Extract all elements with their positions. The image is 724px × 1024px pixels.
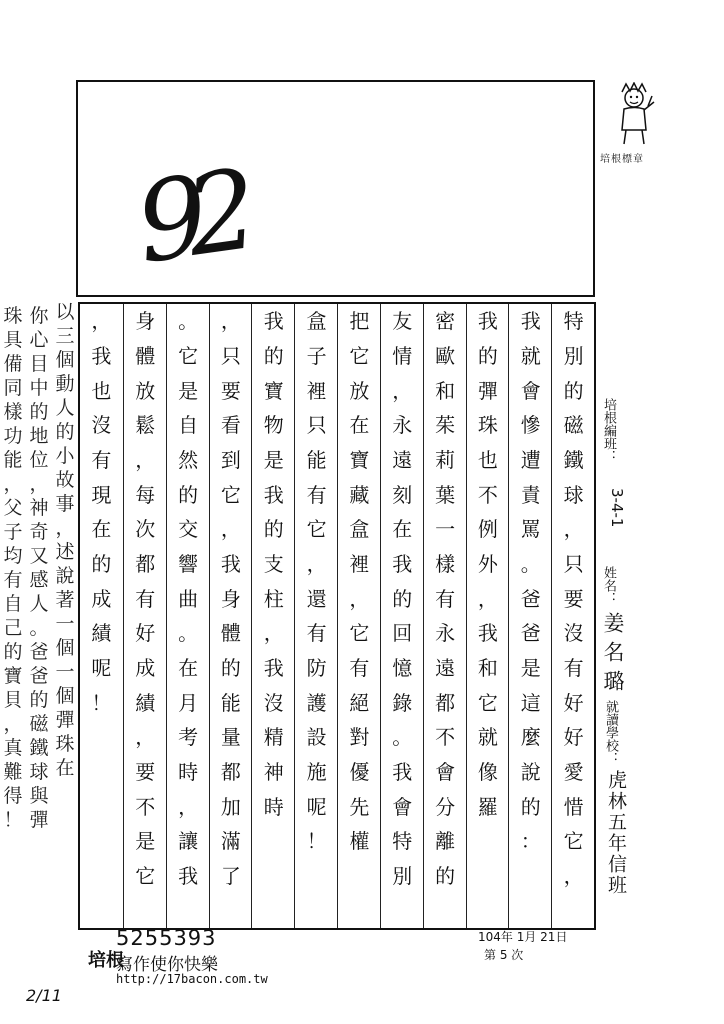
- comment-column: 以 三 個 動 人 的 小 故 事 ， 述 說 著 一 個 一 個 彈 珠 在: [55, 301, 75, 779]
- essay-char: 有: [306, 621, 327, 646]
- essay-char: 遠: [435, 656, 456, 680]
- essay-char: 的: [435, 864, 456, 888]
- essay-char: 在: [349, 413, 370, 438]
- essay-char: 一: [435, 517, 456, 542]
- essay-char: 的: [178, 482, 199, 507]
- essay-char: 它: [178, 344, 199, 368]
- essay-char: 對: [349, 725, 370, 750]
- name-value: 姜名璐: [601, 612, 625, 699]
- essay-char: 好: [563, 690, 584, 715]
- essay-char: 裡: [349, 552, 370, 576]
- essay-char: 特: [392, 829, 413, 854]
- essay-char: 量: [220, 725, 241, 750]
- essay-char: 別: [563, 344, 584, 368]
- essay-char: 的: [91, 552, 112, 576]
- essay-char: 鐵: [563, 448, 584, 472]
- essay-char: 特: [563, 309, 584, 334]
- essay-char: 的: [477, 344, 498, 368]
- essay-char: 然: [178, 448, 199, 472]
- essay-char: ，: [563, 517, 584, 542]
- essay-char: 把: [349, 309, 370, 334]
- essay-char: 每: [135, 482, 156, 507]
- school-value: 虎林五年信班: [605, 770, 627, 896]
- essay-char: 只: [563, 552, 584, 576]
- essay-char: 放: [349, 378, 370, 403]
- essay-char: 遭: [520, 448, 541, 472]
- essay-char: ！: [306, 829, 327, 854]
- essay-char: 了: [220, 864, 241, 888]
- essay-char: 茱: [435, 413, 456, 438]
- essay-char: 次: [135, 517, 156, 542]
- essay-char: 呢: [91, 656, 112, 680]
- essay-char: 會: [520, 378, 541, 403]
- essay-char: 離: [435, 829, 456, 854]
- essay-char: 交: [178, 517, 199, 542]
- essay-char: 麼: [520, 725, 541, 750]
- essay-char: 它: [563, 829, 584, 854]
- essay-char: 護: [306, 690, 327, 715]
- teacher-comment: [0, 296, 78, 1016]
- essay-char: ，: [135, 725, 156, 750]
- essay-char: 分: [435, 794, 456, 819]
- essay-char: 裡: [306, 378, 327, 403]
- essay-char: 友: [392, 309, 413, 334]
- essay-char: 它: [135, 864, 156, 888]
- essay-char: 它: [477, 690, 498, 715]
- essay-char: 的: [563, 378, 584, 403]
- essay-char: 要: [220, 378, 241, 403]
- essay-char: 莉: [435, 448, 456, 472]
- essay-char: 體: [220, 621, 241, 646]
- essay-char: 有: [349, 656, 370, 680]
- essay-char: 柱: [263, 586, 284, 611]
- essay-char: 神: [263, 760, 284, 784]
- essay-char: 永: [435, 621, 456, 646]
- essay-char: 沒: [91, 413, 112, 438]
- essay-char: 不: [135, 794, 156, 819]
- essay-char: 錄: [392, 690, 413, 715]
- essay-char: 沒: [563, 621, 584, 646]
- essay-grid: [78, 302, 596, 930]
- essay-char: ，: [91, 309, 112, 334]
- essay-char: 惜: [563, 794, 584, 819]
- essay-char: 在: [178, 656, 199, 680]
- essay-char: 我: [392, 552, 413, 576]
- essay-char: 這: [520, 690, 541, 715]
- essay-char: 愛: [563, 760, 584, 784]
- essay-column: [508, 304, 552, 928]
- essay-char: 績: [91, 621, 112, 646]
- essay-char: 曲: [178, 586, 199, 611]
- essay-char: 現: [91, 482, 112, 507]
- comment-date: 2/11: [26, 986, 62, 1005]
- essay-char: 爸: [520, 621, 541, 646]
- essay-char: 加: [220, 794, 241, 819]
- school-label: 就讀學校：: [603, 700, 618, 765]
- essay-char: 是: [263, 448, 284, 472]
- essay-char: 我: [392, 760, 413, 784]
- essay-char: 是: [178, 378, 199, 403]
- essay-char: 優: [349, 760, 370, 784]
- essay-char: 月: [178, 690, 199, 715]
- essay-char: 有: [306, 482, 327, 507]
- essay-char: ，: [220, 517, 241, 542]
- essay-char: 是: [135, 829, 156, 854]
- essay-char: 只: [306, 413, 327, 438]
- essay-char: 我: [178, 864, 199, 888]
- essay-char: 身: [135, 309, 156, 334]
- essay-char: 的: [392, 586, 413, 611]
- essay-char: 考: [178, 725, 199, 750]
- essay-char: 羅: [477, 794, 498, 819]
- class-label: 培根編班：: [601, 398, 616, 463]
- essay-char: 不: [477, 482, 498, 507]
- essay-char: 責: [520, 482, 541, 507]
- essay-char: 它: [220, 482, 241, 507]
- essay-char: 我: [477, 621, 498, 646]
- essay-char: 要: [563, 586, 584, 611]
- essay-char: 讓: [178, 829, 199, 854]
- essay-char: 先: [349, 794, 370, 819]
- essay-char: 歐: [435, 344, 456, 368]
- essay-char: 絕: [349, 690, 370, 715]
- essay-char: 身: [220, 586, 241, 611]
- essay-char: 就: [520, 344, 541, 368]
- date-line: 104年 1月 21日: [478, 930, 568, 944]
- essay-column: [166, 304, 210, 928]
- essay-char: 呢: [306, 794, 327, 819]
- essay-char: 就: [477, 725, 498, 750]
- essay-char: 成: [91, 586, 112, 611]
- essay-char: 鬆: [135, 413, 156, 438]
- essay-char: 和: [435, 378, 456, 403]
- essay-char: 沒: [263, 690, 284, 715]
- essay-char: 績: [135, 690, 156, 715]
- class-value: 3-4-1: [608, 488, 626, 528]
- essay-char: ，: [306, 552, 327, 576]
- essay-char: ，: [135, 448, 156, 472]
- essay-char: 的: [520, 794, 541, 819]
- essay-char: 能: [306, 448, 327, 472]
- footer-phone: 5255393: [116, 926, 217, 950]
- essay-char: 回: [392, 621, 413, 646]
- essay-char: 子: [306, 344, 327, 368]
- essay-char: 體: [135, 344, 156, 368]
- essay-char: 有: [563, 656, 584, 680]
- essay-char: 遠: [392, 448, 413, 472]
- essay-char: 都: [135, 552, 156, 576]
- essay-char: 球: [563, 482, 584, 507]
- essay-char: 我: [220, 552, 241, 576]
- score-mark: 92: [128, 147, 246, 288]
- essay-char: 有: [435, 586, 456, 611]
- footer-logo: 培根: [88, 950, 124, 971]
- essay-char: 的: [220, 656, 241, 680]
- essay-char: 我: [263, 656, 284, 680]
- essay-column: [294, 304, 338, 928]
- comment-column: 珠 具 備 同 樣 功 能 ， 父 子 均 有 自 己 的 寶 貝 ， 真 難 得 ！: [3, 305, 23, 831]
- essay-char: 樣: [435, 552, 456, 576]
- essay-char: 我: [477, 309, 498, 334]
- essay-char: 滿: [220, 829, 241, 854]
- footer-slogan: 寫作使你快樂: [116, 955, 218, 975]
- essay-char: 是: [520, 656, 541, 680]
- essay-char: 寶: [349, 448, 370, 472]
- essay-char: 寶: [263, 378, 284, 403]
- name-label: 姓名：: [601, 566, 616, 605]
- essay-char: 藏: [349, 482, 370, 507]
- essay-column: [209, 304, 253, 928]
- essay-char: 成: [135, 656, 156, 680]
- essay-char: 自: [178, 413, 199, 438]
- essay-char: 要: [135, 760, 156, 784]
- essay-column: [551, 304, 595, 928]
- essay-char: 它: [349, 621, 370, 646]
- essay-char: 會: [392, 794, 413, 819]
- essay-char: 葉: [435, 482, 456, 507]
- essay-char: 施: [306, 760, 327, 784]
- essay-char: 。: [178, 621, 199, 646]
- essay-char: 磁: [563, 413, 584, 438]
- essay-char: 它: [349, 344, 370, 368]
- essay-char: 情: [392, 344, 413, 368]
- essay-column: [123, 304, 167, 928]
- essay-char: 盒: [306, 309, 327, 334]
- essay-char: 設: [306, 725, 327, 750]
- essay-char: 到: [220, 448, 241, 472]
- essay-char: ，: [477, 586, 498, 611]
- essay-char: 物: [263, 413, 284, 438]
- essay-char: 有: [135, 586, 156, 611]
- essay-char: 。: [392, 725, 413, 750]
- essay-char: 珠: [477, 413, 498, 438]
- essay-char: 。: [178, 309, 199, 334]
- essay-column: [80, 304, 123, 928]
- essay-column: [337, 304, 381, 928]
- essay-char: 別: [392, 864, 413, 888]
- essay-char: 在: [392, 517, 413, 542]
- essay-char: 慘: [520, 413, 541, 438]
- essay-char: 例: [477, 517, 498, 542]
- stamp-label: 培根標章: [600, 154, 644, 165]
- essay-char: 的: [263, 344, 284, 368]
- essay-char: ，: [178, 794, 199, 819]
- essay-char: 的: [263, 517, 284, 542]
- essay-char: 和: [477, 656, 498, 680]
- essay-char: 在: [91, 517, 112, 542]
- essay-char: ，: [392, 378, 413, 403]
- essay-char: 外: [477, 552, 498, 576]
- essay-char: 響: [178, 552, 199, 576]
- essay-char: 權: [349, 829, 370, 854]
- essay-char: 罵: [520, 517, 541, 542]
- essay-char: 精: [263, 725, 284, 750]
- essay-char: 也: [477, 448, 498, 472]
- essay-char: ！: [91, 690, 112, 715]
- essay-char: 我: [263, 482, 284, 507]
- essay-char: ，: [349, 586, 370, 611]
- essay-char: 防: [306, 656, 327, 680]
- essay-char: 也: [91, 378, 112, 403]
- essay-char: 都: [435, 690, 456, 715]
- essay-char: ：: [520, 829, 541, 854]
- essay-char: 只: [220, 344, 241, 368]
- essay-char: 看: [220, 413, 241, 438]
- essay-char: 還: [306, 586, 327, 611]
- essay-char: 說: [520, 760, 541, 784]
- essay-char: 盒: [349, 517, 370, 542]
- essay-char: 我: [91, 344, 112, 368]
- essay-char: 都: [220, 760, 241, 784]
- essay-char: 憶: [392, 656, 413, 680]
- essay-char: ，: [563, 864, 584, 888]
- essay-char: 能: [220, 690, 241, 715]
- essay-char: 爸: [520, 586, 541, 611]
- essay-column: [466, 304, 510, 928]
- essay-char: ，: [220, 309, 241, 334]
- essay-char: 支: [263, 552, 284, 576]
- essay-char: 密: [435, 309, 456, 334]
- essay-char: 不: [435, 725, 456, 750]
- essay-char: 好: [563, 725, 584, 750]
- essay-char: 彈: [477, 378, 498, 403]
- bacon-stamp-icon: [612, 82, 658, 150]
- essay-char: 時: [178, 760, 199, 784]
- essay-char: 刻: [392, 482, 413, 507]
- essay-char: 放: [135, 378, 156, 403]
- essay-char: 我: [520, 309, 541, 334]
- essay-char: 我: [263, 309, 284, 334]
- comment-column: 你 心 目 中 的 地 位 ， 神 奇 又 感 人 。 爸 爸 的 磁 鐵 球 與 彈: [29, 305, 49, 831]
- essay-char: 。: [520, 552, 541, 576]
- essay-column: [423, 304, 467, 928]
- essay-char: 它: [306, 517, 327, 542]
- essay-char: ，: [263, 621, 284, 646]
- session-line: 第 5 次: [484, 948, 524, 962]
- footer-url: http://17bacon.com.tw: [116, 972, 268, 986]
- essay-char: 會: [435, 760, 456, 784]
- essay-char: 有: [91, 448, 112, 472]
- essay-char: 好: [135, 621, 156, 646]
- essay-column: [380, 304, 424, 928]
- essay-char: 時: [263, 794, 284, 819]
- essay-char: 像: [477, 760, 498, 784]
- essay-column: [251, 304, 295, 928]
- essay-char: 永: [392, 413, 413, 438]
